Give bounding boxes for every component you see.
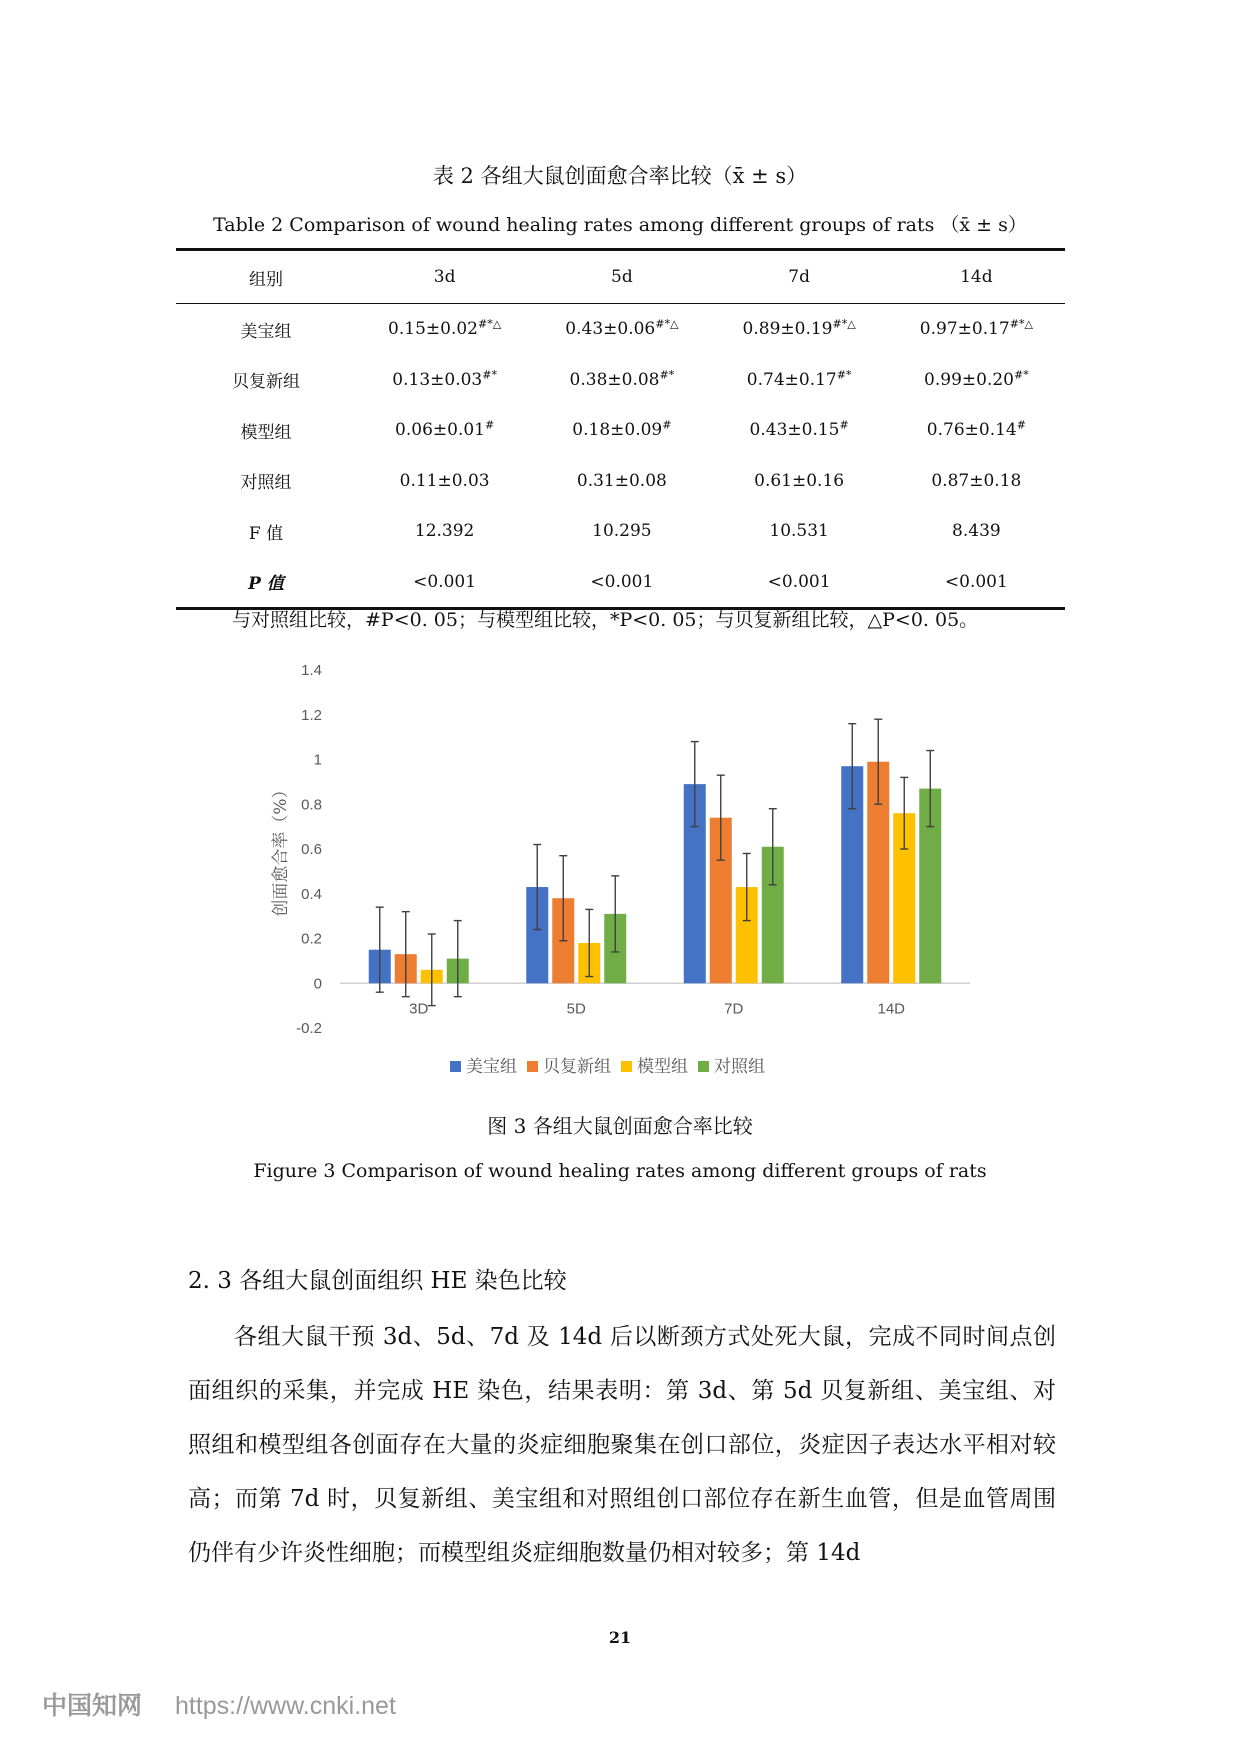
significance-mark: #*△ — [832, 317, 856, 331]
legend-label: 对照组 — [714, 1057, 765, 1077]
table-header-5d: 5d — [533, 250, 710, 304]
table-cell-value: <0.001 — [590, 571, 654, 592]
table-row — [176, 355, 1065, 406]
table-cell-group: 模型组 — [240, 422, 292, 443]
figure-caption-en: Figure 3 Comparison of wound healing rates among different groups of rats — [253, 1160, 987, 1182]
table-cell — [711, 456, 888, 507]
footer — [42, 1686, 396, 1722]
healing-rate-table — [176, 248, 1065, 610]
table-cell — [888, 456, 1065, 507]
healing-rate-bar-chart — [250, 640, 1010, 1080]
table-cell-value: 0.43±0.06 — [565, 319, 656, 340]
table-cell-value: 10.295 — [592, 521, 652, 542]
table-header-14d: 14d — [888, 250, 1065, 304]
table-cell-value: 0.76±0.14 — [926, 420, 1017, 441]
table-cell-group: P 值 — [176, 557, 356, 609]
table-header-group: 组别 — [176, 250, 356, 304]
table-cell — [533, 506, 710, 557]
table-cell-value: 0.11±0.03 — [399, 470, 490, 491]
y-tick-label: 0 — [313, 975, 322, 993]
table-cell-value: 12.392 — [414, 521, 475, 542]
table-row — [176, 405, 1065, 456]
y-tick-label: 0.6 — [301, 841, 322, 858]
table-cell — [888, 506, 1065, 557]
figure-caption: 图 3 各组大鼠创面愈合率比较 — [487, 1114, 753, 1138]
x-tick-label: 14D — [877, 1000, 906, 1018]
table-cell — [533, 557, 710, 609]
x-tick-label: 5D — [566, 1000, 586, 1018]
y-tick-label: 0.2 — [301, 930, 322, 948]
table-cell-value: 0.74±0.17 — [746, 369, 837, 390]
table-cell — [711, 355, 888, 406]
table-cell-value: 10.531 — [769, 521, 829, 542]
table-row — [176, 506, 1065, 557]
table-header-3d: 3d — [356, 250, 533, 304]
table-row — [176, 456, 1065, 507]
legend-label: 模型组 — [637, 1057, 688, 1077]
y-tick-label: 0.4 — [301, 885, 322, 903]
table-cell — [533, 405, 710, 456]
table-cell-value: <0.001 — [767, 571, 831, 592]
footer-url[interactable]: https://www.cnki.net — [174, 1692, 396, 1720]
table-cell — [711, 405, 888, 456]
table-body — [176, 304, 1065, 609]
y-tick-label: 0.8 — [301, 796, 322, 814]
y-tick-label: -0.2 — [296, 1020, 322, 1037]
table-cell — [356, 506, 533, 557]
significance-mark: #*△ — [1009, 317, 1033, 331]
legend-swatch — [450, 1061, 461, 1072]
table-cell — [533, 456, 710, 507]
table-cell-group: 贝复新组 — [232, 372, 300, 393]
legend-swatch — [621, 1061, 632, 1072]
x-tick-label: 3D — [409, 1000, 429, 1018]
table-cell-value: 0.99±0.20 — [924, 369, 1014, 390]
significance-mark: #*△ — [655, 317, 679, 331]
table-cell — [888, 304, 1065, 355]
table-cell-value: 0.89±0.19 — [742, 319, 833, 340]
table-row — [176, 304, 1065, 355]
significance-mark: # — [484, 418, 495, 432]
table-cell-value: 0.18±0.09 — [572, 420, 663, 441]
table-cell — [533, 304, 710, 355]
legend-label: 贝复新组 — [543, 1057, 611, 1077]
table-cell-value: 0.15±0.02 — [388, 319, 478, 340]
table-cell-value: 0.43±0.15 — [749, 420, 840, 441]
significance-mark: # — [839, 418, 849, 432]
table-cell-group: F 值 — [248, 523, 284, 544]
table-cell-value: <0.001 — [413, 571, 477, 592]
table-cell — [356, 557, 533, 609]
table-title: 表 2 各组大鼠创面愈合率比较（x̄ ± s） — [432, 164, 808, 188]
table-header-row — [176, 250, 1065, 304]
y-tick-label: 1.4 — [301, 662, 322, 679]
table-cell — [533, 355, 710, 406]
table-cell — [888, 557, 1065, 609]
table-cell-value: 0.87±0.18 — [931, 470, 1022, 491]
table-cell-value: 0.97±0.17 — [919, 319, 1010, 340]
table-cell — [888, 405, 1065, 456]
y-tick-label: 1 — [313, 751, 322, 769]
legend-label: 美宝组 — [466, 1057, 517, 1077]
significance-mark: #* — [482, 368, 497, 382]
footer-brand: 中国知网 — [42, 1692, 143, 1720]
table-cell-value: 0.31±0.08 — [576, 470, 667, 491]
table-cell-value: 0.38±0.08 — [569, 369, 660, 390]
table-title-en: Table 2 Comparison of wound healing rates among different groups of rats （x̄ ± s） — [213, 214, 1027, 236]
table-cell-group: 美宝组 — [240, 321, 292, 342]
table-cell-value: <0.001 — [944, 571, 1008, 592]
table-cell — [356, 405, 533, 456]
body-text — [188, 1310, 1056, 1580]
table-cell-value: 0.06±0.01 — [395, 420, 485, 441]
significance-mark: # — [662, 418, 672, 432]
table-cell — [711, 304, 888, 355]
table-cell-value: 0.61±0.16 — [754, 470, 845, 491]
table-cell — [888, 355, 1065, 406]
significance-mark: #*△ — [478, 317, 502, 331]
significance-mark: #* — [1013, 368, 1029, 382]
table-cell-value: 0.13±0.03 — [392, 369, 483, 390]
significance-mark: #* — [836, 368, 852, 382]
table-cell-value: 8.439 — [952, 521, 1001, 542]
page-number: 21 — [608, 1628, 632, 1647]
table-cell — [356, 355, 533, 406]
y-tick-label: 1.2 — [301, 706, 322, 724]
table-cell — [356, 456, 533, 507]
section-heading: 2. 3 各组大鼠创面组织 HE 染色比较 — [188, 1268, 567, 1294]
x-tick-label: 7D — [724, 1000, 744, 1018]
table-cell — [711, 506, 888, 557]
table-cell — [356, 304, 533, 355]
table-header-7d: 7d — [711, 250, 888, 304]
table-row — [176, 557, 1065, 609]
table-note: 与对照组比较，#P<0. 05；与模型组比较，*P<0. 05；与贝复新组比较，△P<0. 05。 — [232, 609, 979, 631]
body-paragraph: 各组大鼠干预 3d、5d、7d 及 14d 后以断颈方式处死大鼠，完成不同时间点创面组织的采集，并完成 HE 染色，结果表明：第 3d、第 5d 贝复新组、美宝组、对照组和模型组各创面存在大量的炎症细胞聚集在创口部位，炎症因子表达水平相对较高；而第 7d 时，贝复新组、美宝组和对照组创口部位存在新生血管，但是血管周围仍伴有少许炎性细胞；而模型组炎症细胞数量仍相对较多；第 14d — [188, 1324, 1056, 1566]
legend-swatch — [698, 1061, 709, 1072]
significance-mark: # — [1016, 418, 1026, 432]
significance-mark: #* — [659, 368, 675, 382]
y-axis-label: 创面愈合率（%） — [271, 781, 291, 917]
legend-swatch — [527, 1061, 538, 1072]
table-cell — [711, 557, 888, 609]
table-cell-group: 对照组 — [240, 473, 292, 494]
